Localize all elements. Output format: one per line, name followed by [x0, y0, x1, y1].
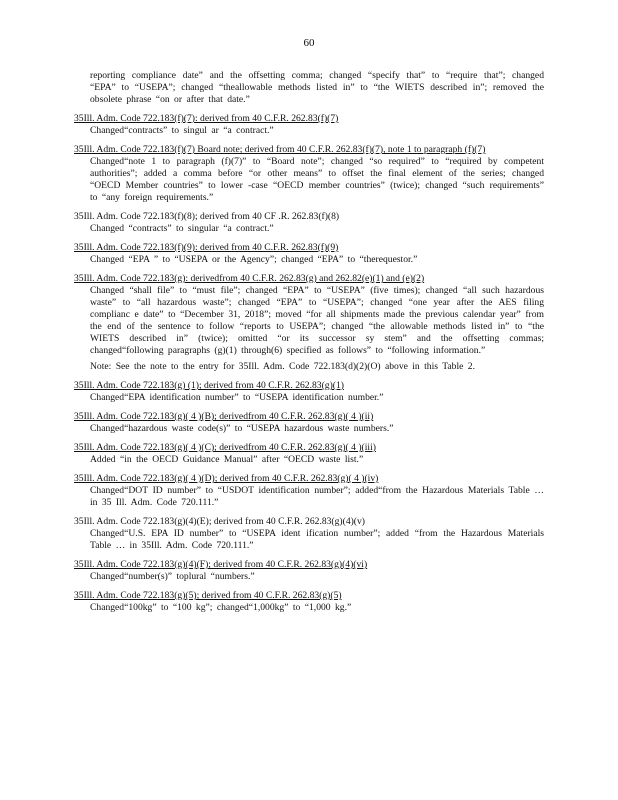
- entry-change-description: Added “in the OECD Guidance Manual” after “OECD waste list.”: [90, 454, 364, 465]
- amendment-entry: [74, 473, 544, 509]
- entry-citation: 35Ill. Adm. Code 722.183(g)( 4 )(B); derivedfrom 40 C.F.R. 262.83(g)( 4 )(ii): [74, 411, 374, 422]
- entry-change-description: Changed “contracts” to singular “a contract.”: [90, 223, 274, 234]
- table-2-entries: [74, 70, 544, 621]
- entry-continuation-text: reporting compliance date” and the offsetting comma; changed “specify that” to “require that”; changed “EPA” to “USEPA”; changed “theallowable methods listed in” to “the WIETS described in”; removed the obsolete phrase “on or after that date.”: [90, 70, 544, 105]
- entry-citation: 35Ill. Adm. Code 722.183(g)( 4 )(D); derived from 40 C.F.R. 262.83(g)( 4 )(iv): [74, 473, 379, 484]
- entry-change-description: Changed“number(s)” toplural “numbers.”: [90, 571, 255, 582]
- amendment-entry: [74, 242, 544, 266]
- entry-change-description: Changed “shall file” to “must file”; changed “EPA” to “USEPA” (five times); changed “all such hazardous waste” to “all hazardous waste”; changed “EPA” to “USEPA”; changed “one year after the AES filing complianc e date” to “December 31, 2018”; moved “for all shipments made the previous calendar year” from the end of the sentence to follow “reports to USEPA”; changed “the allowable methods listed in” to “the WIETS described in” (twice); omitted “or its successor sy stem” and the offsetting commas; changed“following paragraphs (g)(1) through(6) specified as follows” to “following information.”: [90, 285, 544, 356]
- entry-change-description: Changed“EPA identification number” to “USEPA identification number.”: [90, 392, 384, 403]
- entry-citation: 35Ill. Adm. Code 722.183(g)( 4 )(C); derivedfrom 40 C.F.R. 262.83(g)( 4 )(iii): [74, 442, 376, 453]
- entry-change-description: Changed“U.S. EPA ID number” to “USEPA ident ification number”; added “from the Hazardous Materials Table … in 35Ill. Adm. Code 720.111.”: [90, 528, 544, 551]
- entry-list: [74, 113, 544, 614]
- entry-change-description: Changed“contracts” to singul ar “a contract.”: [90, 125, 274, 136]
- entry-citation: 35Ill. Adm. Code 722.183(f)(7): derived from 40 C.F.R. 262.83(f)(7): [74, 113, 339, 124]
- amendment-entry: [74, 516, 544, 552]
- entry-change-description: Changed“hazardous waste code(s)” to “USEPA hazardous waste numbers.”: [90, 423, 394, 434]
- amendment-entry: [74, 273, 544, 373]
- entry-citation: 35Ill. Adm. Code 722.183(f)(8); derived from 40 CF .R. 262.83(f)(8): [74, 211, 340, 222]
- amendment-entry: [74, 144, 544, 204]
- amendment-entry: [74, 380, 544, 404]
- entry-change-description: Changed“DOT ID number” to “USDOT identification number”; added“from the Hazardous Materials Table … in 35 Ill. Adm. Code 720.111.”: [90, 485, 544, 508]
- amendment-entry: [74, 211, 544, 235]
- amendment-entry: [74, 442, 544, 466]
- entry-citation: 35Ill. Adm. Code 722.183(g) (1); derived from 40 C.F.R. 262.83(g)(1): [74, 380, 344, 391]
- amendment-entry: [74, 590, 544, 614]
- entry-citation: 35Ill. Adm. Code 722.183(g)(4)(F); derived from 40 C.F.R. 262.83(g)(4)(vi): [74, 559, 368, 570]
- entry-change-description: Changed “EPA ” to “USEPA or the Agency”; changed “EPA” to “therequestor.”: [90, 254, 418, 265]
- entry-citation: 35Ill. Adm. Code 722.183(g)(5); derived from 40 C.F.R. 262.83(g)(5): [74, 590, 342, 601]
- entry-citation: 35Ill. Adm. Code 722.183(g)(4)(E); derived from 40 C.F.R. 262.83(g)(4)(v): [74, 516, 365, 527]
- page-number: 60: [303, 37, 315, 49]
- amendment-entry: [74, 113, 544, 137]
- entry-change-description: Changed“note 1 to paragraph (f)(7)” to “Board note”; changed “so required” to “required by competent authorities”; added a comma before “or other means” to offset the final element of the series; changed “OECD Member countries” to lower -case “OECD member countries” (twice); changed “such requirements” to “any foreign requirements.”: [90, 156, 544, 203]
- entry-note: Note: See the note to the entry for 35Ill. Adm. Code 722.183(d)(2)(O) above in this Table 2.: [90, 361, 475, 372]
- amendment-entry: [74, 559, 544, 583]
- entry-citation: 35Ill. Adm. Code 722.183(f)(7) Board note; derived from 40 C.F.R. 262.83(f)(7), note 1 to paragraph (f)(7): [74, 144, 486, 155]
- entry-change-description: Changed“100kg” to “100 kg”; changed“1,000kg” to “1,000 kg.”: [90, 602, 352, 613]
- entry-citation: 35Ill. Adm. Code 722.183(g): derivedfrom 40 C.F.R. 262.83(g) and 262.82(e)(1) and (e)(2): [74, 273, 425, 284]
- amendment-entry: [74, 411, 544, 435]
- entry-citation: 35Ill. Adm. Code 722.183(f)(9): derived from 40 C.F.R. 262.83(f)(9): [74, 242, 339, 253]
